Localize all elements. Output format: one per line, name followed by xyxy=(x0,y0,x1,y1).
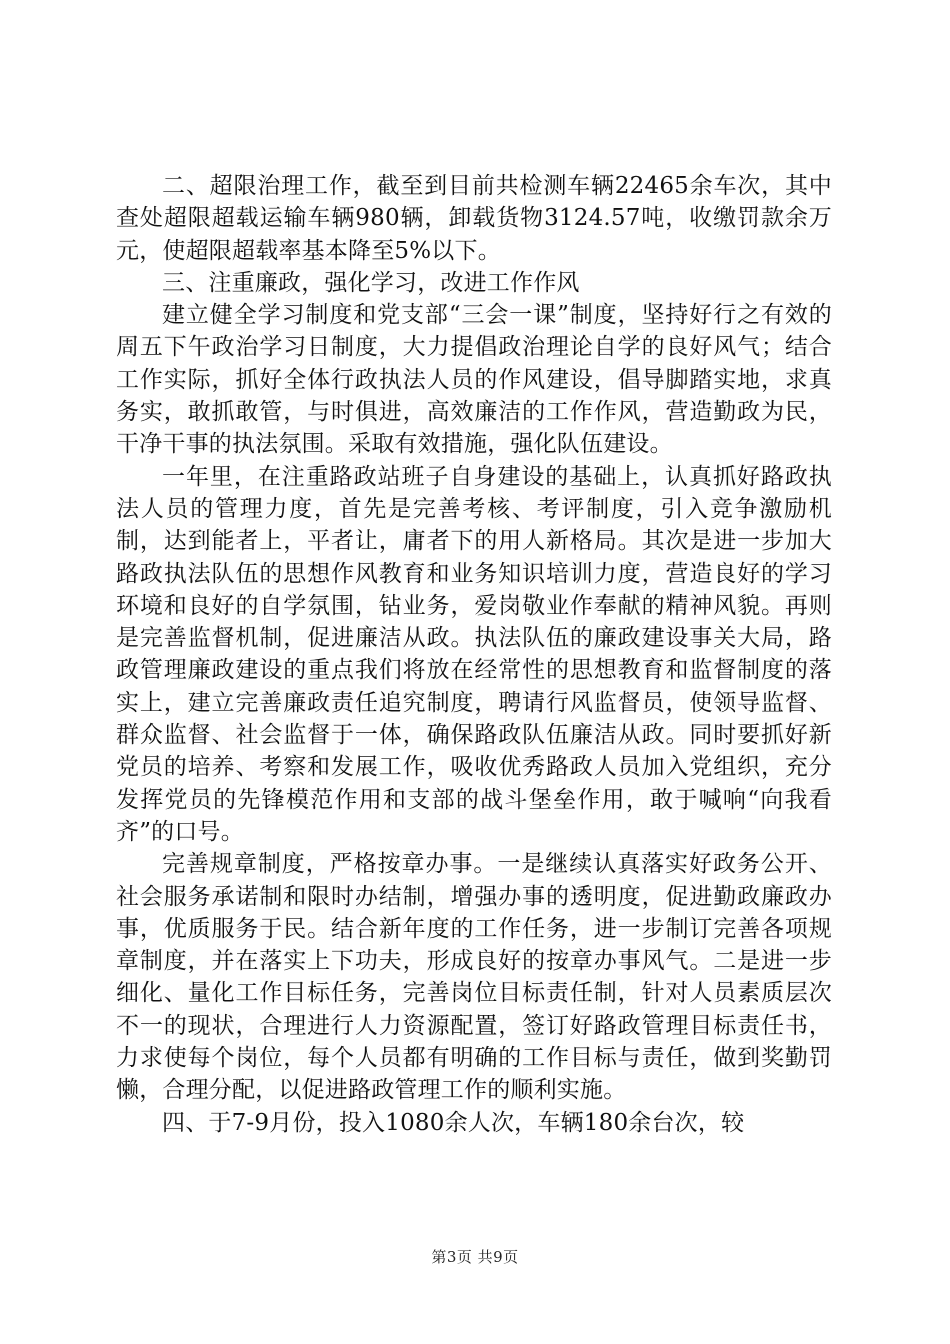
paragraph-section-four: 四、于7-9月份，投入1080余人次，车辆180余台次，较 xyxy=(162,1109,745,1136)
paragraph-overload-control: 二、超限治理工作，截至到目前共检测车辆22465余车次，其中查处超限超载运输车辆980辆，卸载货物3124.57吨，收缴罚款余万元，使超限超载率基本降至5%以下。 xyxy=(116,173,832,264)
paragraph-study-system: 建立健全学习制度和党支部“三会一课”制度，坚持好行之有效的周五下午政治学习日制度，大力提倡政治理论自学的良好风气；结合工作实际，抓好全体行政执法人员的作风建设，倡导脚踏实地，求真务实，敢抓敢管，与时俱进，高效廉洁的工作作风，营造勤政为民，干净干事的执法氛围。采取有效措施，强化队伍建设。 xyxy=(116,302,832,458)
paragraph-section-three-heading: 三、注重廉政，强化学习，改进工作作风 xyxy=(162,269,580,296)
paragraph-rules-regulations: 完善规章制度，严格按章办事。一是继续认真落实好政务公开、社会服务承诺制和限时办结制，增强办事的透明度，促进勤政廉政办事，优质服务于民。结合新年度的工作任务，进一步制订完善各项规章制度，并在落实上下功夫，形成良好的按章办事风气。二是进一步细化、量化工作目标任务，完善岗位目标责任制，针对人员素质层次不一的现状，合理进行人力资源配置，签订好路政管理目标责任书，力求使每个岗位，每个人员都有明确的工作目标与责任，做到奖勤罚懒，合理分配，以促进路政管理工作的顺利实施。 xyxy=(116,851,832,1104)
paragraph-team-building: 一年里，在注重路政站班子自身建设的基础上，认真抓好路政执法人员的管理力度，首先是完善考核、考评制度，引入竞争激励机制，达到能者上，平者让，庸者下的用人新格局。其次是进一步加大路政执法队伍的思想作风教育和业务知识培训力度，营造良好的学习环境和良好的自学氛围，钻业务，爱岗敬业作奉献的精神风貌。再则是完善监督机制，促进廉洁从政。执法队伍的廉政建设事关大局，路政管理廉政建设的重点我们将放在经常性的思想教育和监督制度的落实上，建立完善廉政责任追究制度，聘请行风监督员，使领导监督、群众监督、社会监督于一体，确保路政队伍廉洁从政。同时要抓好新党员的培养、考察和发展工作，吸收优秀路政人员加入党组织，充分发挥党员的先锋模范作用和支部的战斗堡垒作用，敢于喊响“向我看齐”的口号。 xyxy=(116,463,832,845)
document-body xyxy=(116,170,832,1139)
page-number-footer: 第3页 共9页 xyxy=(431,1248,519,1266)
